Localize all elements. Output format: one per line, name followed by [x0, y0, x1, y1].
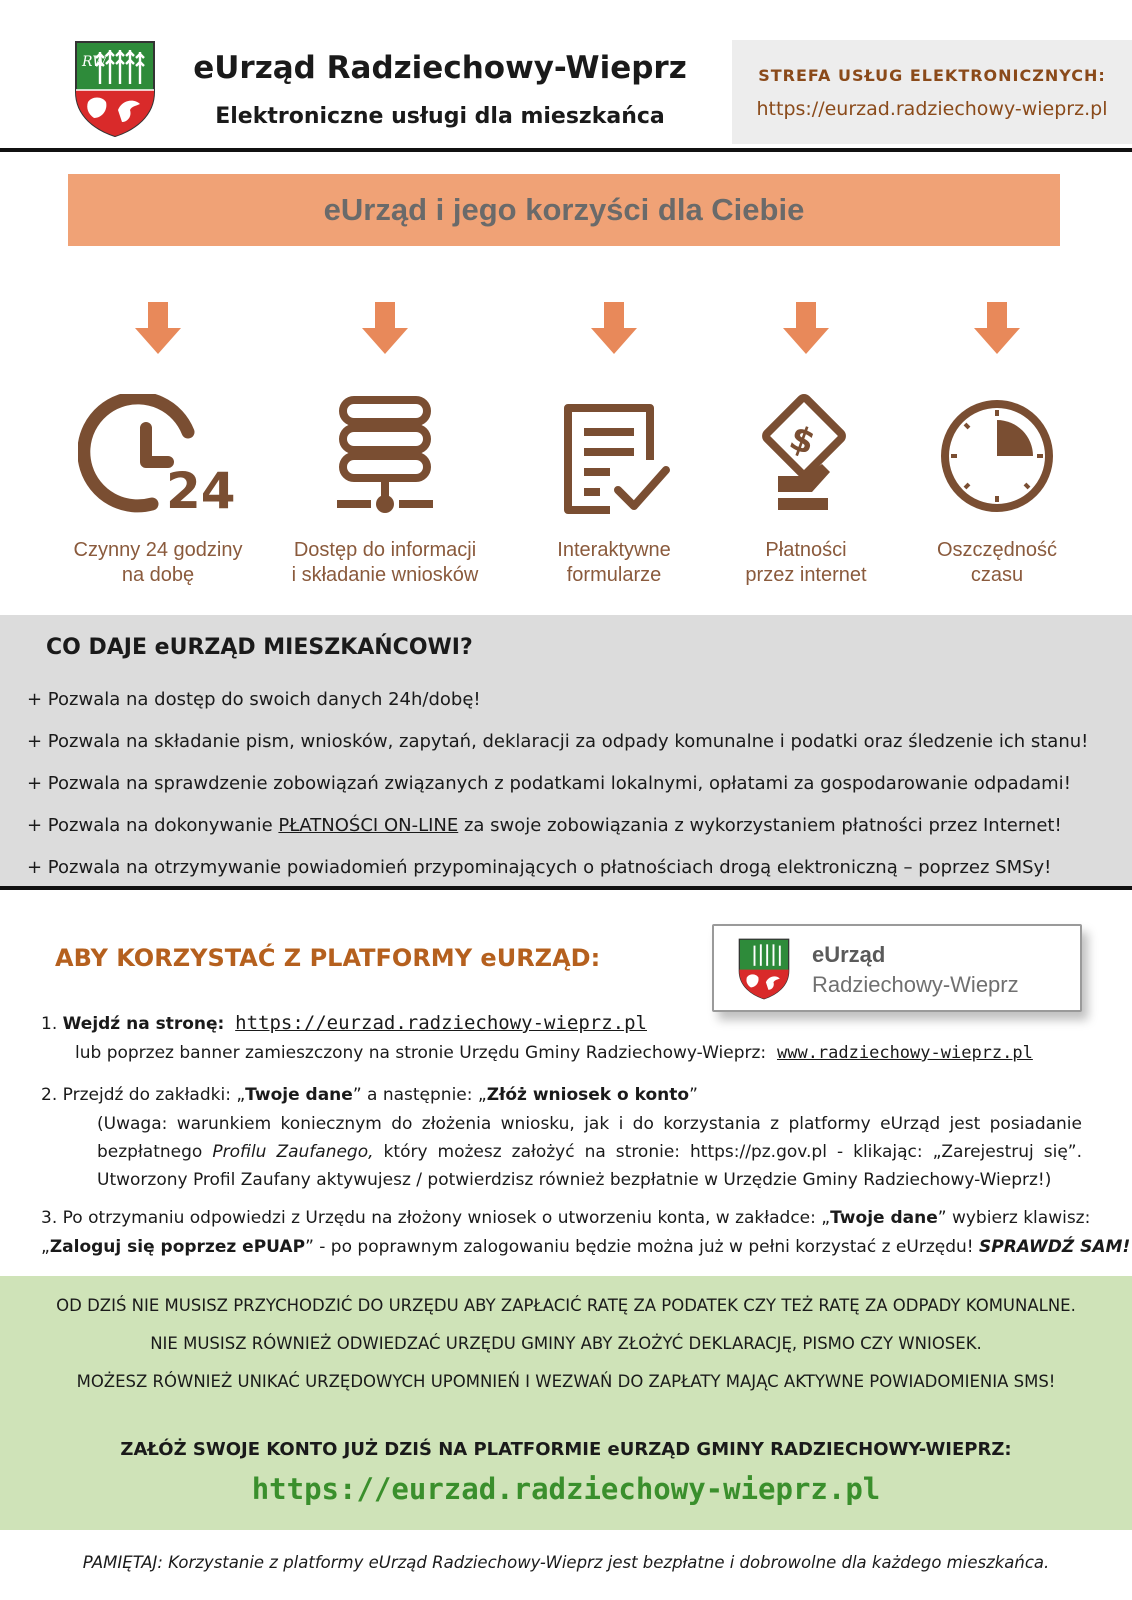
- benefits-banner: eUrząd i jego korzyści dla Ciebie: [68, 174, 1060, 246]
- promo-line: NIE MUSISZ RÓWNIEŻ ODWIEDZAĆ URZĘDU GMINY ABY ZŁOŻYĆ DEKLARACJĘ, PISMO CZY WNIOSEK.: [150, 1334, 982, 1353]
- header-divider: [0, 148, 1132, 152]
- clock-24-icon: [78, 394, 238, 524]
- gains-section: [0, 615, 1132, 886]
- eurzad-link[interactable]: https://eurzad.radziechowy-wieprz.pl: [235, 1012, 647, 1034]
- benefit-label: Dostęp do informacji i składanie wniosków: [291, 539, 479, 586]
- timer-icon: [917, 394, 1077, 524]
- benefit-forms: [504, 302, 724, 588]
- step-2-note: (Uwaga: warunkiem koniecznym do złożenia wniosku, jak i do korzystania z platformy eUrząd jest posiadanie bezpłatnego Profilu Zaufanego, który możesz założyć na stronie: https://pz.gov.pl - klikając: „Zarejestruj się”. Utworzony Profil Zaufany aktywujesz / potwierdzisz również bezpłatnie w Urzędzie Gminy Radziechowy-Wieprz!): [97, 1114, 1082, 1190]
- footer-note: PAMIĘTAJ: Korzystanie z platformy eUrząd Radziechowy-Wieprz jest bezpłatne i dobrowolne dla każdego mieszkańca.: [82, 1553, 1050, 1572]
- clock-24-label: 24: [166, 462, 236, 520]
- benefit-time: [887, 302, 1107, 588]
- steps-heading: ABY KORZYSTAĆ Z PLATFORMY eURZĄD:: [55, 944, 601, 972]
- gains-list: [27, 679, 1127, 889]
- promo-cta: ZAŁÓŻ SWOJE KONTO JUŻ DZIŚ NA PLATFORMIE eURZĄD GMINY RADZIECHOWY-WIEPRZ:: [120, 1439, 1012, 1460]
- promo-section: [0, 1276, 1132, 1530]
- arrow-down-icon: [783, 302, 829, 354]
- arrow-down-icon: [591, 302, 637, 354]
- service-zone-box: [732, 40, 1132, 144]
- list-item: + Pozwala na sprawdzenie zobowiązań związanych z podatkami lokalnymi, opłatami za gospodarowanie odpadami!: [27, 773, 1071, 794]
- service-zone-label: STREFA USŁUG ELEKTRONICZNYCH:: [758, 66, 1106, 85]
- crest-initials: RW: [82, 54, 107, 70]
- banner-title: eUrząd: [812, 942, 886, 967]
- step-3-continued: „Zaloguj się poprzez ePUAP” - po poprawnym zalogowaniu będzie można już w pełni korzystać z eUrzędu! SPRAWDŹ SAM!: [41, 1237, 1131, 1257]
- benefit-information: [275, 302, 495, 588]
- header: [0, 0, 1132, 150]
- page-title: eUrząd Radziechowy-Wieprz: [193, 50, 687, 86]
- benefit-label: Czynny 24 godziny na dobę: [73, 539, 243, 586]
- list-item: + Pozwala na dokonywanie PŁATNOŚCI ON-LINE za swoje zobowiązania z wykorzystaniem płatności przez Internet!: [27, 815, 1062, 836]
- promo-url-link[interactable]: https://eurzad.radziechowy-wieprz.pl: [251, 1472, 881, 1506]
- page-subtitle: Elektroniczne usługi dla mieszkańca: [215, 104, 665, 129]
- online-payments-link: PŁATNOŚCI ON-LINE: [278, 815, 459, 836]
- benefit-24h: [48, 302, 268, 588]
- step-3: 3. Po otrzymaniu odpowiedzi z Urzędu na złożony wniosek o utworzeniu konta, w zakładce: „Twoje dane” wybierz klawisz:: [41, 1208, 1091, 1228]
- list-item: + Pozwala na składanie pism, wniosków, zapytań, deklaracji za odpady komunalne i podatki oraz śledzenie ich stanu!: [27, 731, 1089, 752]
- list-item: + Pozwala na otrzymywanie powiadomień przypominających o płatnościach drogą elektroniczną – poprzez SMSy!: [27, 857, 1052, 878]
- step-2: 2. Przejdź do zakładki: „Twoje dane” a następnie: „Złóż wniosek o konto”: [41, 1085, 698, 1105]
- list-item: + Pozwala na dostęp do swoich danych 24h/dobę!: [27, 689, 481, 710]
- arrow-down-icon: [135, 302, 181, 354]
- payment-hand-icon: [726, 394, 886, 524]
- coat-of-arms-logo: [738, 938, 790, 1000]
- server-icon: [305, 394, 465, 524]
- promo-line: OD DZIŚ NIE MUSISZ PRZYCHODZIĆ DO URZĘDU ABY ZAPŁACIĆ RATĘ ZA PODATEK CZY TEŻ RATĘ ZA ODPADY KOMUNALNE.: [56, 1296, 1076, 1315]
- eurzad-banner[interactable]: [712, 924, 1082, 1012]
- arrow-down-icon: [362, 302, 408, 354]
- gains-heading: CO DAJE eURZĄD MIESZKAŃCOWI?: [46, 635, 473, 660]
- dollar-sign: $: [784, 417, 821, 464]
- benefit-label: Oszczędność czasu: [936, 539, 1058, 586]
- step-1: 1. Wejdź na stronę: https://eurzad.radziechowy-wieprz.pl: [41, 1012, 647, 1034]
- arrow-down-icon: [974, 302, 1020, 354]
- coat-of-arms-logo: [74, 40, 156, 138]
- service-zone-link[interactable]: https://eurzad.radziechowy-wieprz.pl: [756, 98, 1108, 120]
- benefit-label: Interaktywne formularze: [557, 539, 671, 586]
- gmina-website-link[interactable]: www.radziechowy-wieprz.pl: [776, 1043, 1033, 1063]
- section-divider: [0, 886, 1132, 890]
- form-checkmark-icon: [534, 394, 694, 524]
- benefit-payments: [696, 302, 916, 588]
- step-1-alt: lub poprzez banner zamieszczony na stronie Urzędu Gminy Radziechowy-Wieprz: www.radziechowy-wieprz.pl: [75, 1043, 1033, 1063]
- promo-line: MOŻESZ RÓWNIEŻ UNIKAĆ URZĘDOWYCH UPOMNIEŃ I WEZWAŃ DO ZAPŁATY MAJĄC AKTYWNE POWIADOMIENIA SMS!: [76, 1372, 1056, 1391]
- benefit-label: Płatności przez internet: [745, 539, 867, 586]
- banner-subtitle: Radziechowy-Wieprz: [812, 972, 1019, 997]
